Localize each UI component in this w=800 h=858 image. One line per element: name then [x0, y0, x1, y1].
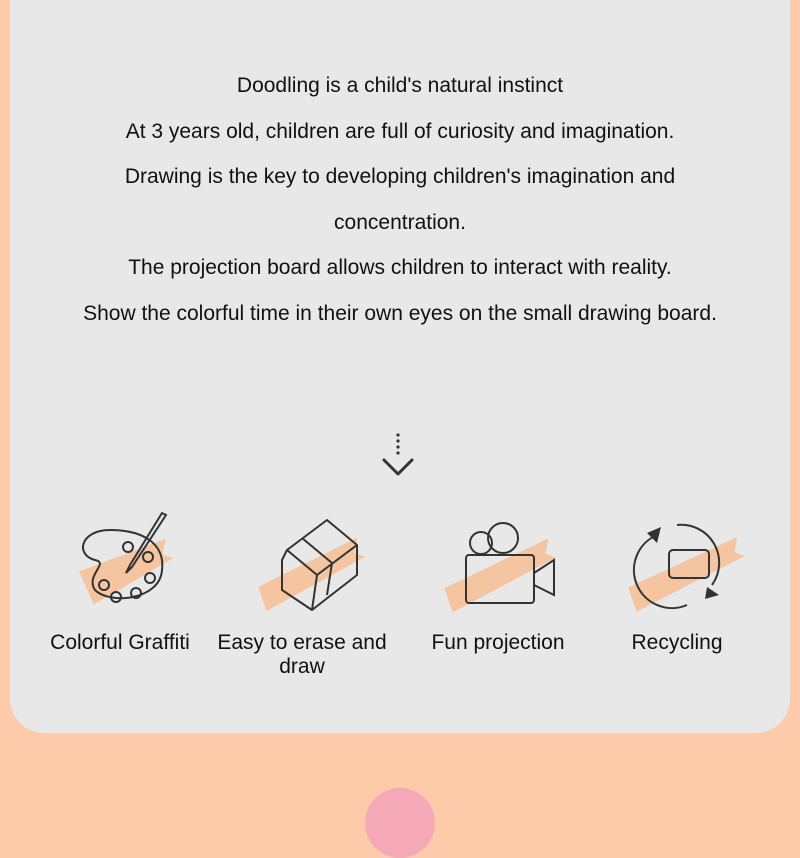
intro-line: The projection board allows children to interact with reality.	[128, 256, 672, 279]
feature-fun-projection	[408, 505, 588, 655]
arrow-down-icon	[380, 432, 416, 480]
intro-line: Drawing is the key to developing children's imagination and concentration.	[124, 165, 676, 234]
intro-text	[0, 63, 800, 336]
recycle-icon	[607, 505, 747, 615]
feature-recycling	[587, 505, 767, 655]
feature-label: Colorful Graffiti	[50, 631, 190, 654]
eraser-icon	[232, 505, 372, 615]
feature-colorful-graffiti	[30, 505, 210, 655]
video-camera-icon	[428, 505, 568, 615]
feature-label: Easy to erase and draw	[217, 631, 387, 678]
palette-icon	[50, 505, 190, 615]
feature-label: Fun projection	[431, 631, 565, 654]
intro-line: At 3 years old, children are full of curiosity and imagination.	[125, 119, 675, 143]
feature-label: Recycling	[631, 631, 723, 654]
feature-easy-erase	[212, 505, 392, 679]
decorative-circle	[365, 788, 435, 858]
intro-line: Show the colorful time in their own eyes on the small drawing board.	[83, 301, 717, 325]
intro-line: Doodling is a child's natural instinct	[236, 74, 564, 97]
